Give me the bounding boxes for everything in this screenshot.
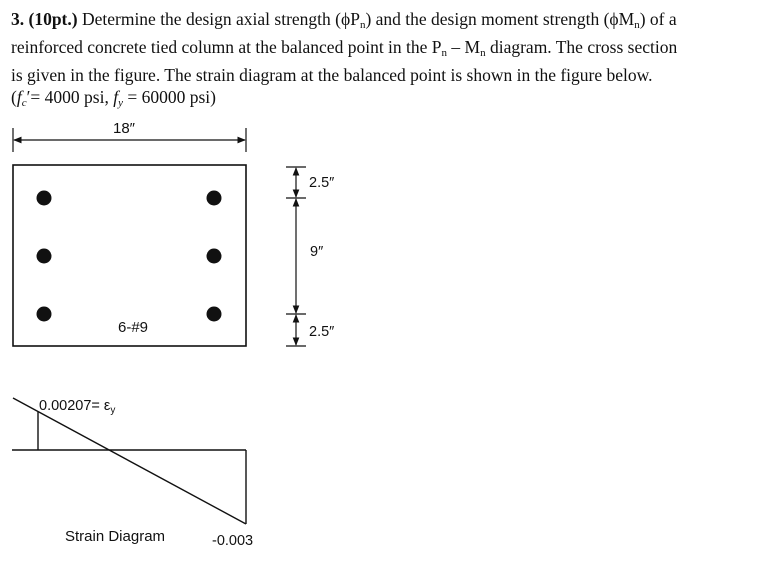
rebar [37, 191, 52, 206]
dim-mid-label: 9″ [310, 244, 324, 260]
fy-value: = 60000 psi) [122, 87, 216, 107]
subscript: c [21, 97, 27, 109]
dim-top-label: 2.5″ [309, 175, 335, 191]
strain-diagram [12, 398, 253, 549]
strain-profile-line [13, 398, 246, 524]
problem-text: ( [11, 87, 17, 107]
subscript: n [480, 47, 486, 59]
rebar [37, 249, 52, 264]
problem-number: 3. [11, 9, 25, 29]
problem-text: – M [447, 37, 481, 57]
width-label: 18″ [113, 120, 135, 137]
subscript: n [441, 47, 448, 59]
rebar [207, 307, 222, 322]
bars-label: 6-#9 [117, 319, 149, 336]
strain-diagram-title: Strain Diagram [65, 528, 166, 545]
crushing-strain-label: -0.003 [212, 533, 254, 549]
problem-text: ) and the design moment strength (ϕM [365, 9, 635, 29]
width-dimension [13, 120, 246, 152]
problem-points: (10pt.) [28, 9, 78, 29]
problem-text: diagram. The cross section [485, 37, 678, 57]
problem-line-3: is given in the figure. The strain diagram at the balanced point is shown in the figure below. [11, 65, 653, 85]
column-cross-section [13, 165, 246, 346]
subscript: n [359, 19, 366, 31]
problem-text: reinforced concrete tied column at the balanced point in the P [11, 37, 442, 57]
rebar [37, 307, 52, 322]
subscript: n [634, 19, 640, 31]
rebar [207, 191, 222, 206]
subscript: y [118, 97, 123, 109]
problem-text: Determine the design axial strength (ϕP [81, 9, 360, 29]
problem-text: ) of a [639, 9, 677, 29]
rebar [207, 249, 222, 264]
fc-value: ′= 4000 psi, [26, 87, 114, 107]
fc-symbol: f [16, 87, 22, 107]
vertical-dimensions [286, 167, 334, 346]
fy-symbol: f [113, 87, 119, 107]
yield-strain-label: $0.00207= \varepsilon_y$ [39, 398, 116, 416]
dim-bottom-label: 2.5″ [309, 324, 335, 340]
